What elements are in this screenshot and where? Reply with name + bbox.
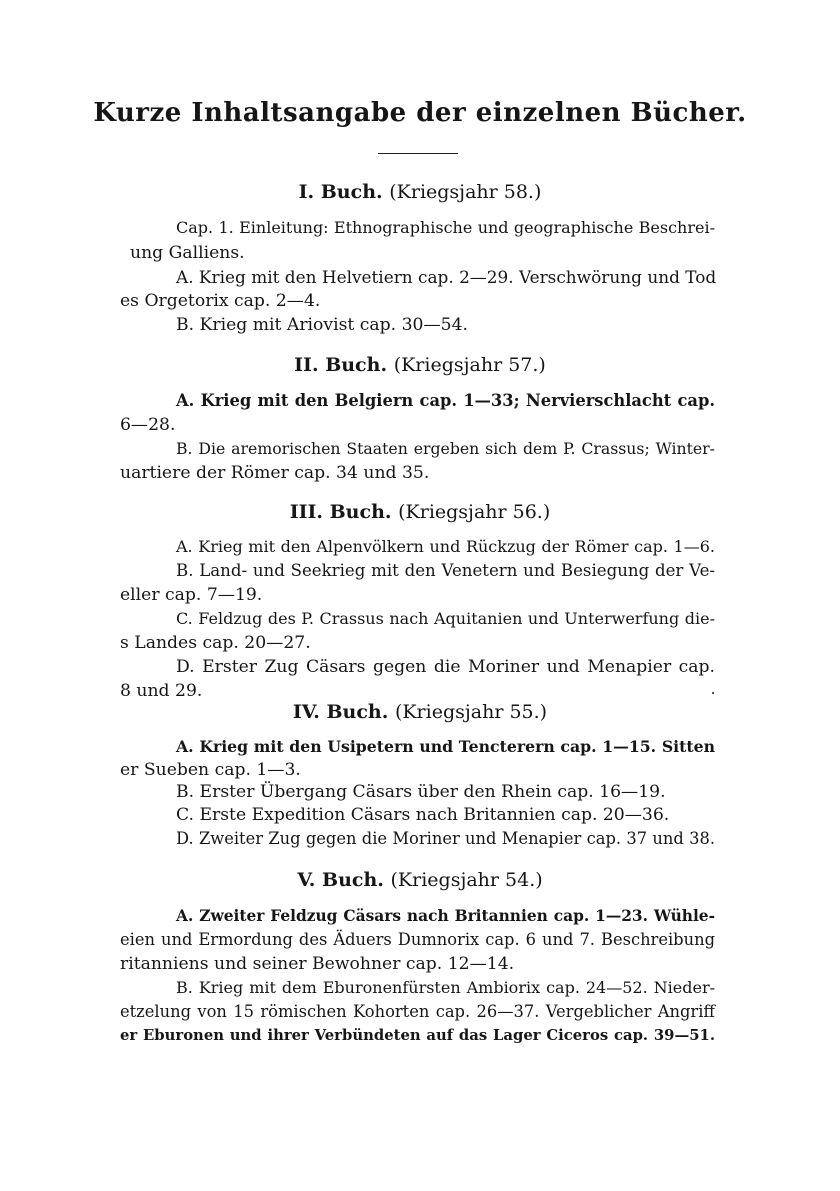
text-line: er Eburonen und ihrer Verbündeten auf das Lager Ciceros cap. 39—51. [120, 1027, 715, 1044]
text-line: uartiere der Römer cap. 34 und 35. [120, 463, 430, 483]
book-word: Buch. [326, 701, 389, 723]
text-line: A. Zweiter Feldzug Cäsars nach Britannien cap. 1—23. Wühle- [176, 907, 715, 925]
text-line: D. Erster Zug Cäsars gegen die Moriner und Menapier cap. [176, 657, 715, 677]
text-line: etzelung von 15 römischen Kohorten cap. 26—37. Vergeblicher Angriff [120, 1002, 715, 1021]
text-line: D. Zweiter Zug gegen die Moriner und Menapier cap. 37 und 38. [176, 829, 715, 848]
book-number: III. [289, 501, 323, 523]
book-number: II. [294, 354, 319, 376]
text-line: B. Erster Übergang Cäsars über den Rhein cap. 16—19. [176, 782, 666, 802]
book-year: (Kriegsjahr 55.) [394, 701, 548, 723]
text-line: es Orgetorix cap. 2—4. [120, 291, 321, 311]
book-year: (Kriegsjahr 56.) [398, 501, 551, 523]
text-line: A. Krieg mit den Belgiern cap. 1—33; Nervierschlacht cap. [176, 391, 715, 410]
book-word: Buch. [329, 501, 392, 523]
book-word: Buch. [325, 354, 388, 376]
book-year: (Kriegsjahr 58.) [389, 181, 542, 203]
print-speck [712, 692, 714, 694]
book-heading-4 [0, 701, 840, 723]
text-line: A. Krieg mit den Usipetern und Tencterern cap. 1—15. Sitten [176, 737, 715, 756]
book-number: IV. [292, 701, 320, 723]
text-line: ung Galliens. [130, 243, 245, 263]
text-line: C. Erste Expedition Cäsars nach Britannien cap. 20—36. [176, 805, 670, 825]
text-line: B. Die aremorischen Staaten ergeben sich dem P. Crassus; Winter- [176, 439, 715, 458]
book-number: V. [297, 869, 316, 891]
book-word: Buch. [320, 181, 383, 203]
text-line: eien und Ermordung des Äduers Dumnorix cap. 6 und 7. Beschreibung [120, 930, 715, 949]
text-line: 8 und 29. [120, 681, 203, 701]
text-line: B. Land- und Seekrieg mit den Venetern und Besiegung der Ve- [176, 561, 715, 580]
text-line: 6—28. [120, 415, 176, 435]
book-heading-2 [0, 354, 840, 376]
page-title: Kurze Inhaltsangabe der einzelnen Bücher. [93, 98, 747, 128]
book-year: (Kriegsjahr 57.) [393, 354, 546, 376]
book-heading-1 [0, 181, 840, 203]
book-word: Buch. [322, 869, 384, 891]
title-divider [378, 153, 458, 154]
text-line: ritanniens und seiner Bewohner cap. 12—14. [120, 954, 515, 974]
text-line: C. Feldzug des P. Crassus nach Aquitanien und Unterwerfung die- [176, 609, 715, 628]
book-number: I. [298, 181, 315, 203]
book-heading-5 [0, 869, 840, 891]
book-year: (Kriegsjahr 54.) [390, 869, 543, 891]
text-line: B. Krieg mit dem Eburonenfürsten Ambiorix cap. 24—52. Nieder- [176, 978, 715, 997]
book-heading-3 [0, 501, 840, 523]
text-line: eller cap. 7—19. [120, 585, 263, 605]
text-line: er Sueben cap. 1—3. [120, 760, 301, 780]
text-line: s Landes cap. 20—27. [120, 633, 311, 653]
text-line: A. Krieg mit den Alpenvölkern und Rückzug der Römer cap. 1—6. [176, 537, 715, 556]
text-line: B. Krieg mit Ariovist cap. 30—54. [176, 315, 468, 335]
text-line: Cap. 1. Einleitung: Ethnographische und geographische Beschrei- [176, 218, 715, 237]
text-line: A. Krieg mit den Helvetiern cap. 2—29. Verschwörung und Tod [176, 267, 717, 287]
